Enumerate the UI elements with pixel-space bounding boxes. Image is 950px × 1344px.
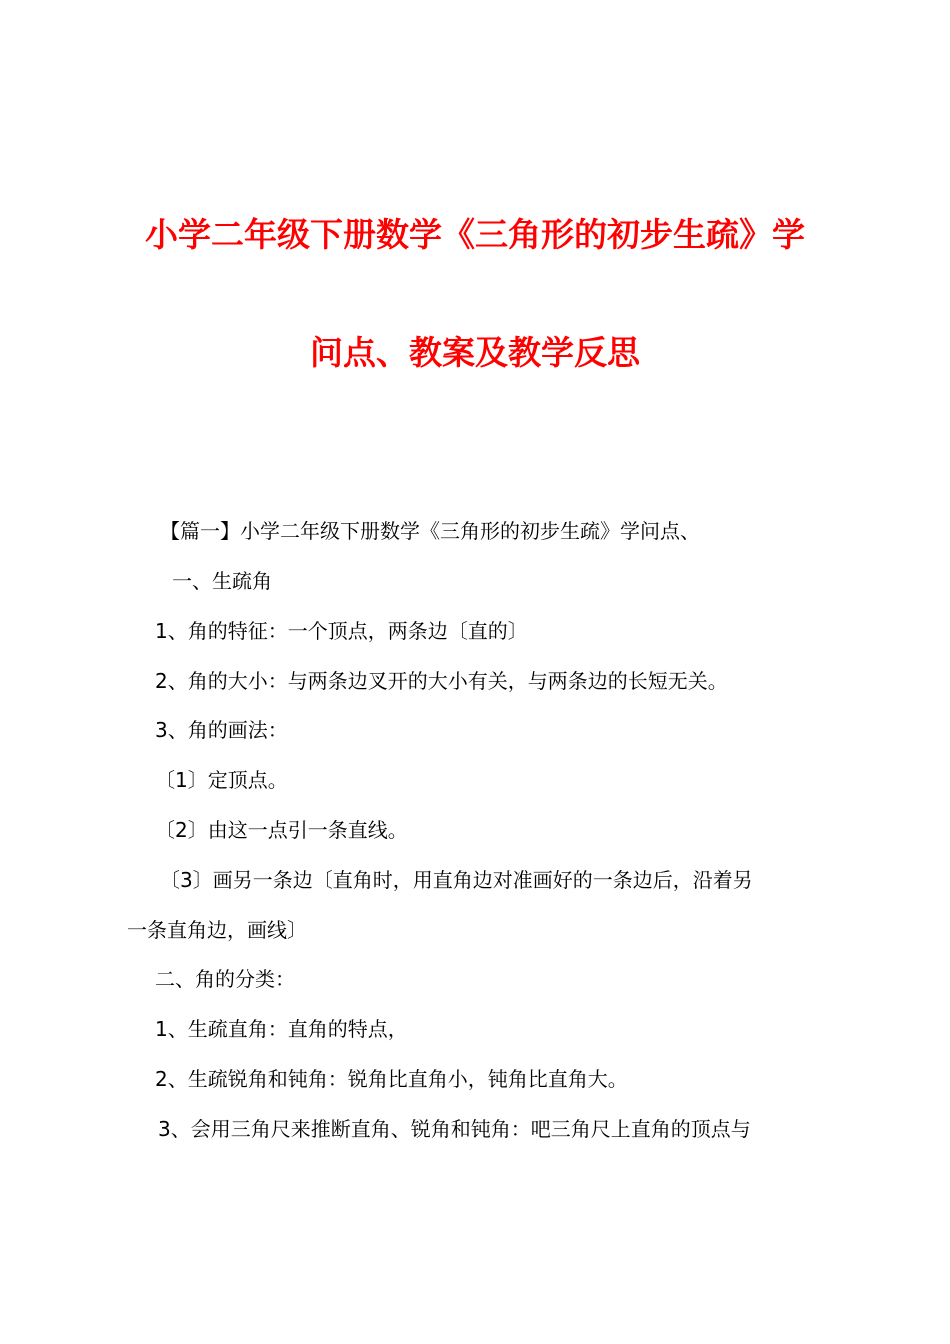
document-title-line-2: 问点、教案及教学反思 [310, 333, 640, 372]
document-title-line-1: 小学二年级下册数学《三角形的初步生疏》学 [145, 215, 805, 254]
paragraph-angle-drawing: 3、角的画法： [155, 718, 288, 742]
section-heading-recognize-angle: 一、生疏角 [172, 569, 272, 593]
section-heading-part-one: 【篇一】小学二年级下册数学《三角形的初步生疏》学问点、 [160, 519, 700, 543]
section-heading-angle-classification: 二、角的分类： [155, 967, 295, 991]
paragraph-step-3-continued: 一条直角边，画线〕 [127, 918, 307, 942]
paragraph-acute-obtuse: 2、生疏锐角和钝角：锐角比直角小，钝角比直角大。 [155, 1067, 628, 1091]
paragraph-angle-size: 2、角的大小：与两条边叉开的大小有关，与两条边的长短无关。 [155, 669, 728, 693]
paragraph-step-2: 〔2〕由这一点引一条直线。 [155, 818, 408, 842]
paragraph-step-3: 〔3〕画另一条边〔直角时，用直角边对准画好的一条边后，沿着另 [160, 868, 753, 892]
paragraph-triangle-ruler: 3、会用三角尺来推断直角、锐角和钝角：吧三角尺上直角的顶点与 [158, 1117, 751, 1141]
paragraph-step-1: 〔1〕定顶点。 [155, 768, 288, 792]
paragraph-angle-features: 1、角的特征：一个顶点，两条边〔直的〕 [155, 619, 528, 643]
paragraph-right-angle: 1、生疏直角：直角的特点， [155, 1017, 408, 1041]
